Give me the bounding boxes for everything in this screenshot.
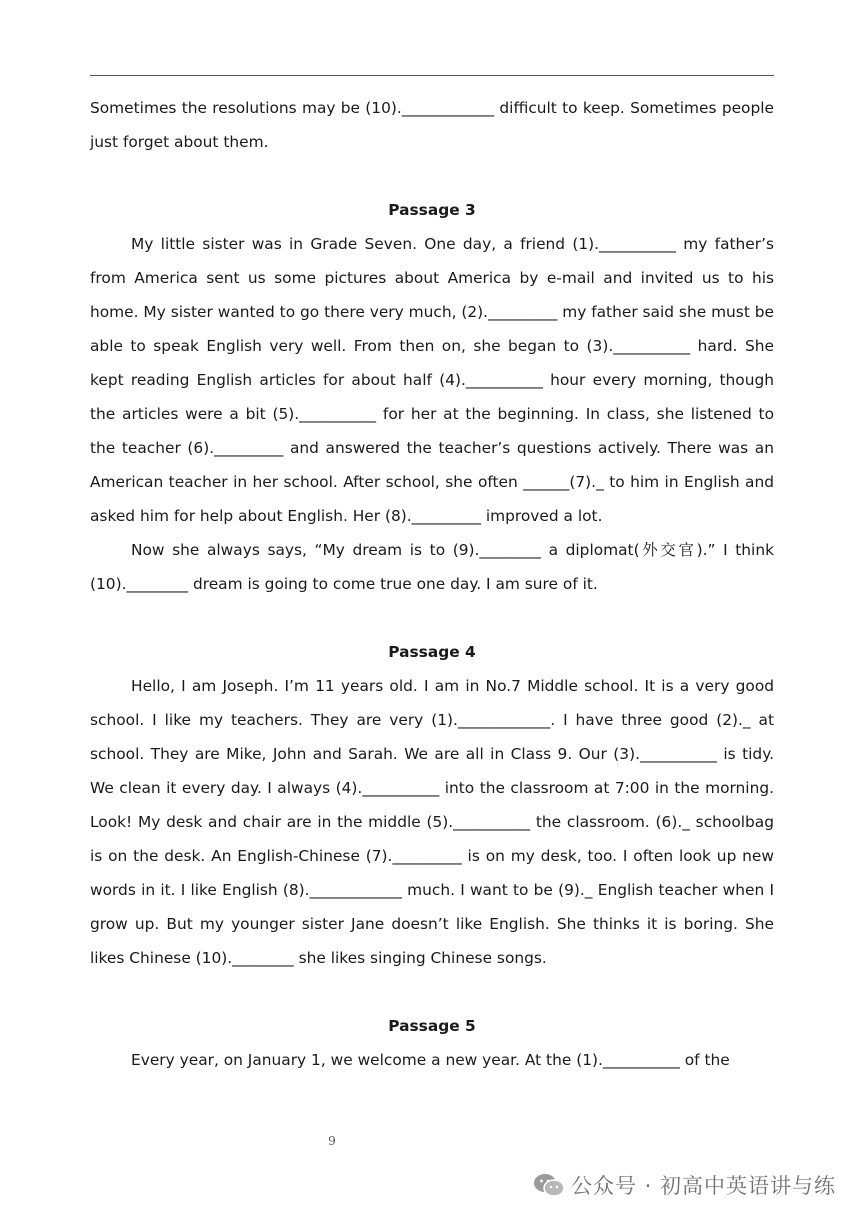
- document-body: [90, 91, 774, 1077]
- passage5-paragraph-1: Every year, on January 1, we welcome a new year. At the (1).__________ of the: [131, 1051, 730, 1069]
- page-number: 9: [328, 1134, 336, 1148]
- passage4-title: Passage 4: [388, 643, 476, 661]
- wechat-icon: [533, 1172, 565, 1198]
- footer-text: 公众号 · 初高中英语讲与练: [570, 1174, 836, 1198]
- header-rule: [90, 75, 774, 76]
- footer-watermark: [533, 1170, 836, 1200]
- passage5-title: Passage 5: [388, 1017, 476, 1035]
- passage3-title: Passage 3: [388, 201, 476, 219]
- passage2-ending: Sometimes the resolutions may be (10).____________ difficult to keep. Sometimes people just forget about them.: [90, 99, 774, 151]
- passage4-paragraph-1: Hello, I am Joseph. I’m 11 years old. I am in No.7 Middle school. It is a very good school. I like my teachers. They are very (1).____________. I have three good (2)._ at school. They are Mike, John and Sarah. We are all in Class 9. Our (3).__________ is tidy. We clean it every day. I always (4).__________ into the classroom at 7:00 in the morning. Look! My desk and chair are in the middle (5).__________ the classroom. (6)._ schoolbag is on the desk. An English-Chinese (7)._________ is on my desk, too. I often look up new words in it. I like English (8).____________ much. I want to be (9)._ English teacher when I grow up. But my younger sister Jane doesn’t like English. She thinks it is boring. She likes Chinese (10).________ she likes singing Chinese songs.: [90, 677, 774, 967]
- passage3-paragraph-2: Now she always says, “My dream is to (9).________ a diplomat(外交官).” I think (10).________ dream is going to come true one day. I am sure of it.: [90, 541, 774, 593]
- passage3-paragraph-1: My little sister was in Grade Seven. One day, a friend (1).__________ my father’s from America sent us some pictures about America by e-mail and invited us to his home. My sister wanted to go there very much, (2)._________ my father said she must be able to speak English very well. From then on, she began to (3).__________ hard. She kept reading English articles for about half (4).__________ hour every morning, though the articles were a bit (5).__________ for her at the beginning. In class, she listened to the teacher (6)._________ and answered the teacher’s questions actively. There was an American teacher in her school. After school, she often ______(7)._ to him in English and asked him for help about English. Her (8)._________ improved a lot.: [90, 235, 774, 525]
